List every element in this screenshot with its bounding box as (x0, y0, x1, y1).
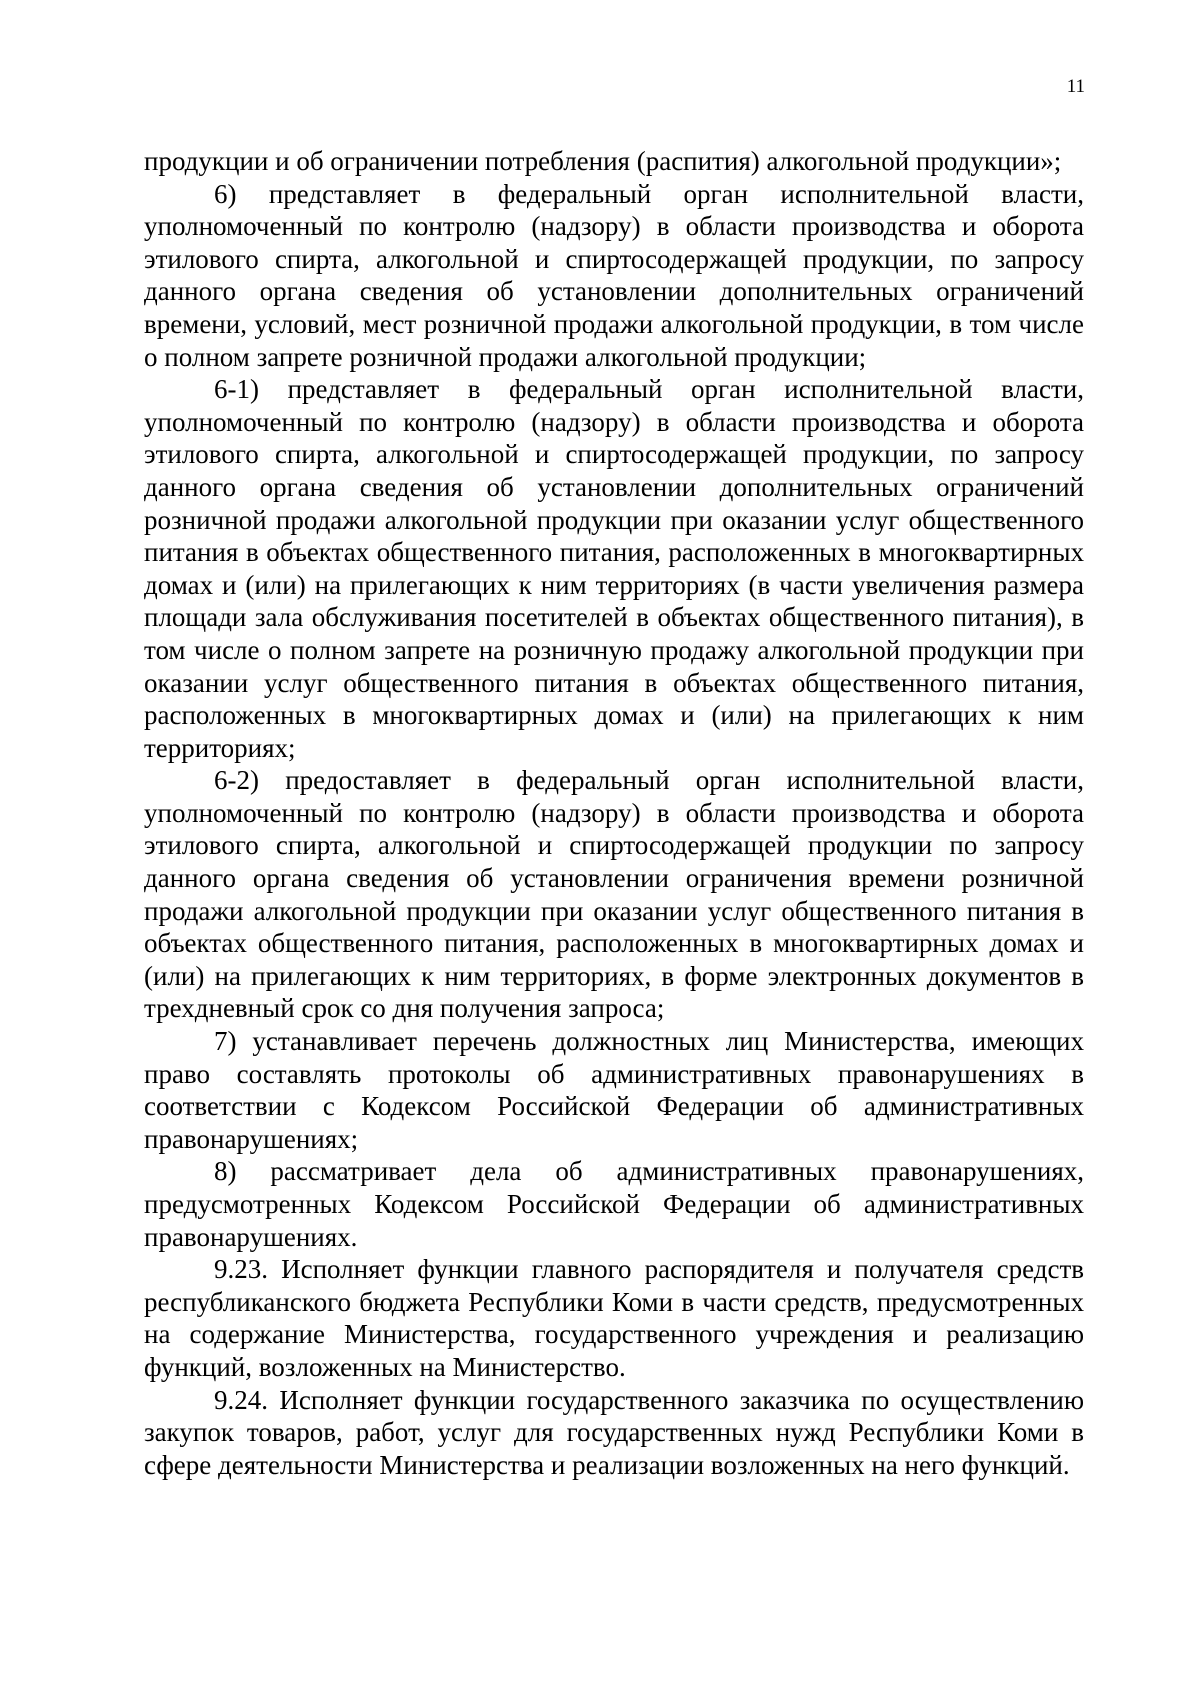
page-number: 11 (1066, 76, 1085, 97)
paragraph-item-6: 6) представляет в федеральный орган исполнительной власти, уполномоченный по контролю (надзору) в области производства и оборота этилового спирта, алкогольной и спиртосодержащей продукции, по запросу данного органа сведения об установлении дополнительных ограничений времени, условий, мест розничной продажи алкогольной продукции, в том числе о полном запрете розничной продажи алкогольной продукции; (144, 178, 1084, 372)
document-body (144, 145, 1084, 1481)
paragraph-item-6-1: 6-1) представляет в федеральный орган исполнительной власти, уполномоченный по контролю (надзору) в области производства и оборота этилового спирта, алкогольной и спиртосодержащей продукции, по запросу данного органа сведения об установлении дополнительных ограничений розничной продажи алкогольной продукции при оказании услуг общественного питания в объектах общественного питания, расположенных в многоквартирных домах и (или) на прилегающих к ним территориях (в части увеличения размера площади зала обслуживания посетителей в объектах общественного питания), в том числе о полном запрете на розничную продажу алкогольной продукции при оказании услуг общественного питания в объектах общественного питания, расположенных в многоквартирных домах и (или) на прилегающих к ним территориях; (144, 374, 1084, 763)
paragraph-section-9-24: 9.24. Исполняет функции государственного заказчика по осуществлению закупок товаров, работ, услуг для государственных нужд Республики Коми в сфере деятельности Министерства и реализации возложенных на него функций. (144, 1384, 1084, 1480)
paragraph-item-8: 8) рассматривает дела об административных правонарушениях, предусмотренных Кодексом Российской Федерации об административных правонарушениях. (144, 1156, 1084, 1252)
paragraph-section-9-23: 9.23. Исполняет функции главного распорядителя и получателя средств республиканского бюджета Республики Коми в части средств, предусмотренных на содержание Министерства, государственного учреждения и реализацию функций, возложенных на Министерство. (144, 1254, 1084, 1382)
paragraph-item-7: 7) устанавливает перечень должностных лиц Министерства, имеющих право составлять протоколы об административных правонарушениях в соответствии с Кодексом Российской Федерации об административных правонарушениях; (144, 1026, 1084, 1154)
paragraph-item-6-2: 6-2) предоставляет в федеральный орган исполнительной власти, уполномоченный по контролю (надзору) в области производства и оборота этилового спирта, алкогольной и спиртосодержащей продукции по запросу данного органа сведения об установлении ограничения времени розничной продажи алкогольной продукции при оказании услуг общественного питания в объектах общественного питания, расположенных в многоквартирных домах и (или) на прилегающих к ним территориях, в форме электронных документов в трехдневный срок со дня получения запроса; (144, 765, 1084, 1024)
paragraph-continuation: продукции и об ограничении потребления (распития) алкогольной продукции»; (144, 146, 1062, 176)
